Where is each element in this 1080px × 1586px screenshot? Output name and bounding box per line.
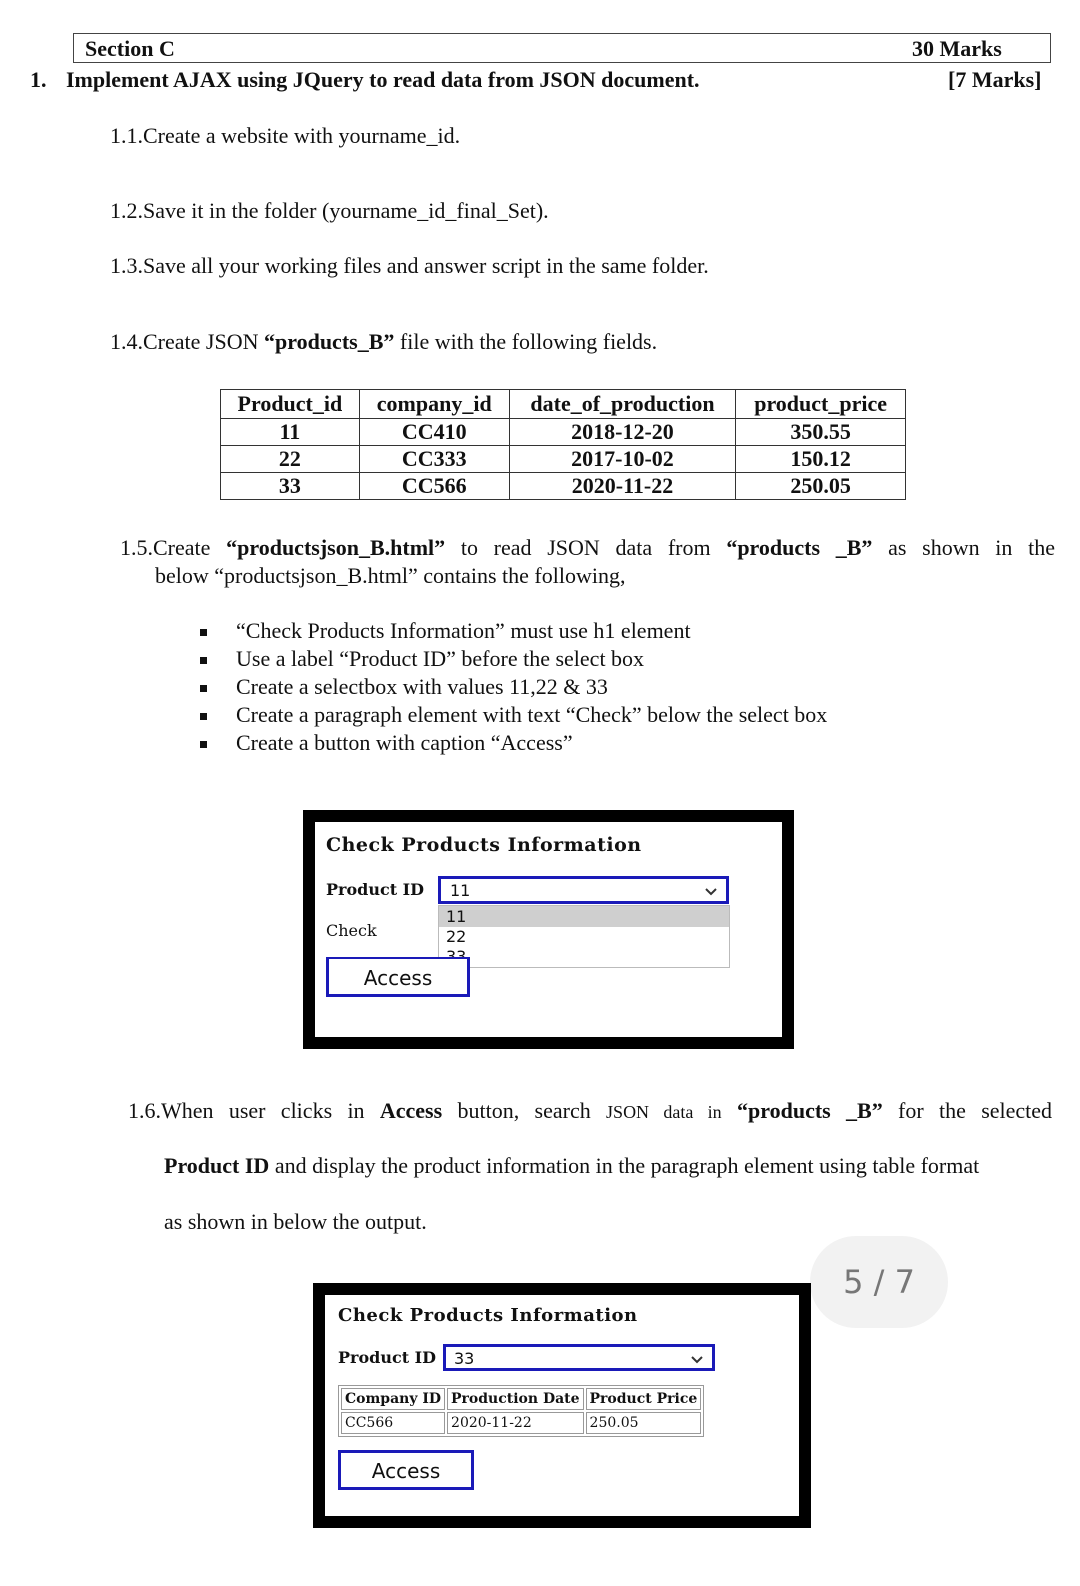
table-cell: 22 [221,446,360,473]
bullet-square-icon [200,713,207,720]
step-1-5-pre: 1.5.Create [120,535,227,560]
chevron-down-icon [704,887,718,896]
table-cell: 11 [221,419,360,446]
table-cell: 150.12 [736,446,906,473]
mockup-2-label: Product ID [338,1348,437,1367]
mockup-1-paragraph: Check [326,921,377,940]
table-cell: CC410 [359,419,509,446]
list-item-text: Create a button with caption “Access” [236,730,573,755]
mockup-1-select[interactable] [438,876,729,904]
table-row [221,473,906,500]
page-indicator: 5 / 7 [810,1236,948,1328]
output-header-cell: Production Date [447,1388,584,1410]
step-1-5-mid: to read JSON data from [445,535,727,560]
output-header-cell: Product Price [586,1388,702,1410]
step-1-6-json: JSON data in [606,1102,722,1122]
step-1-1: 1.1.Create a website with yourname_id. [110,123,461,148]
table-cell: CC566 [359,473,509,500]
step-1-5-line2: below “productsjson_B.html” contains the following, [155,563,626,588]
section-title: Section C [85,36,175,61]
step-1-6-line2-text: and display the product information in the paragraph element using table format [269,1153,980,1178]
bullet-square-icon [200,657,207,664]
mockup-1-label: Product ID [326,880,425,899]
table-cell: 33 [221,473,360,500]
step-1-2: 1.2.Save it in the folder (yourname_id_final_Set). [110,198,549,223]
step-1-6-space [722,1098,737,1123]
fields-header-row [221,390,906,419]
list-item [200,617,827,645]
output-cell: CC566 [341,1412,445,1434]
step-1-6-line3: as shown in below the output. [164,1209,427,1234]
step-1-6-productid: Product ID [164,1153,270,1178]
section-header-box [73,33,1051,63]
list-item [200,645,827,673]
chevron-down-icon [690,1355,704,1364]
step-1-6-file: “products _B” [737,1098,883,1123]
bullet-square-icon [200,629,207,636]
mockup-2-select-value: 33 [454,1349,475,1368]
table-cell: 350.55 [736,419,906,446]
step-1-4-post: file with the following fields. [394,329,658,354]
bullet-square-icon [200,741,207,748]
dropdown-option[interactable]: 22 [446,927,467,946]
mockup-1-heading: Check Products Information [326,834,642,856]
step-1-4-pre: 1.4.Create JSON [110,329,264,354]
mockup-2-heading: Check Products Information [338,1305,638,1326]
mockup-2-output-table [338,1385,704,1437]
step-1-6-line1 [128,1098,1052,1124]
step-1-3: 1.3.Save all your working files and answer script in the same folder. [110,253,709,278]
step-1-5-json: “products _B” [726,535,873,560]
mockup-1-dropdown-list [438,905,730,968]
step-1-5-post: as shown in the [872,535,1055,560]
output-cell: 2020-11-22 [447,1412,584,1434]
step-1-6-mid: button, search [442,1098,607,1123]
mockup-1-select-value: 11 [450,881,471,900]
table-cell: 2020-11-22 [509,473,735,500]
list-item [200,729,827,757]
list-item-text: Use a label “Product ID” before the select box [236,646,645,671]
question-number: 1. [30,67,47,92]
mockup-1-access-button[interactable]: Access [326,957,470,997]
table-cell: 2018-12-20 [509,419,735,446]
requirements-list [200,617,827,757]
fields-table [220,389,906,500]
table-cell: 2017-10-02 [509,446,735,473]
section-marks: 30 Marks [912,36,1002,61]
list-item-text: Create a paragraph element with text “Check” below the select box [236,702,828,727]
mockup-2-access-button[interactable]: Access [338,1450,474,1490]
list-item [200,673,827,701]
question-marks: [7 Marks] [948,67,1042,92]
step-1-5-line1 [120,535,1055,561]
question-text: Implement AJAX using JQuery to read data from JSON document. [66,67,700,92]
fields-header-cell: Product_id [221,390,360,419]
step-1-4-file: “products_B” [263,329,395,354]
dropdown-option[interactable]: 11 [439,906,729,927]
bullet-square-icon [200,685,207,692]
question-title [30,67,700,93]
fields-header-cell: product_price [736,390,906,419]
step-1-4 [110,329,657,355]
table-row [341,1412,701,1434]
table-row [221,446,906,473]
step-1-6-pre: 1.6.When user clicks in [128,1098,380,1123]
step-1-6-post: for the selected [882,1098,1053,1123]
list-item-text: Create a selectbox with values 11,22 & 33 [236,674,608,699]
step-1-6-access: Access [379,1098,443,1123]
mockup-2-select[interactable] [443,1344,715,1371]
output-cell: 250.05 [586,1412,702,1434]
output-header-row [341,1388,701,1410]
list-item-text: “Check Products Information” must use h1 element [236,618,691,643]
table-cell: 250.05 [736,473,906,500]
step-1-6-line2 [164,1153,979,1179]
table-cell: CC333 [359,446,509,473]
list-item [200,701,827,729]
step-1-5-file: “productsjson_B.html” [226,535,446,560]
fields-header-cell: company_id [359,390,509,419]
table-row [221,419,906,446]
dropdown-option[interactable] [439,947,729,967]
fields-header-cell: date_of_production [509,390,735,419]
output-header-cell: Company ID [341,1388,445,1410]
